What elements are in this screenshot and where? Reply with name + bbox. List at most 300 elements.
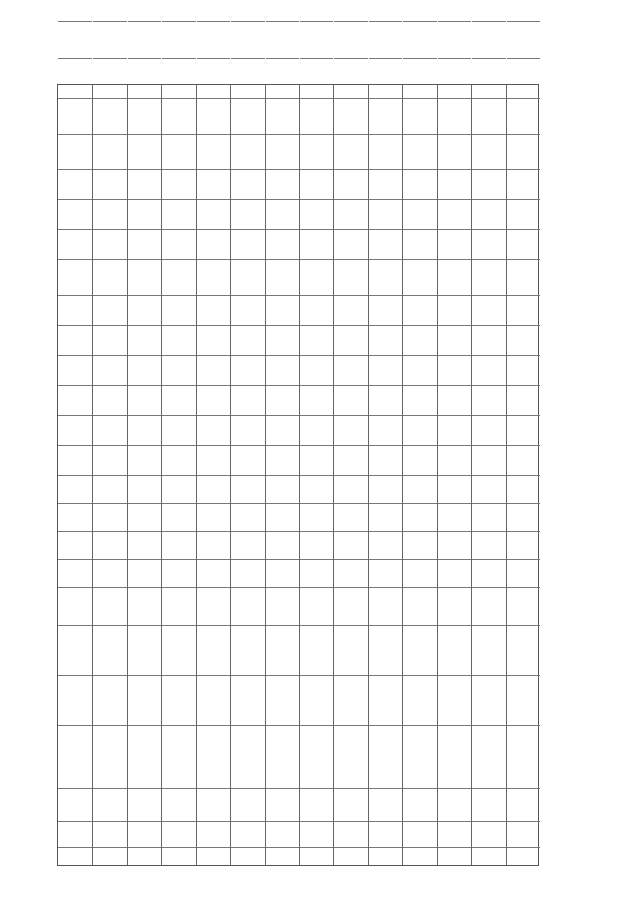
table-cell <box>162 325 195 355</box>
table-cell <box>472 675 505 725</box>
table-cell <box>334 847 367 867</box>
table-cell <box>58 169 92 199</box>
table-cell <box>438 355 471 385</box>
table-cell <box>300 531 333 559</box>
table-cell <box>472 355 505 385</box>
table-cell <box>197 788 230 821</box>
table-cell <box>58 134 92 169</box>
table-row <box>437 85 471 865</box>
table-cell <box>369 531 402 559</box>
table-cell <box>266 295 299 325</box>
table-cell <box>403 229 436 259</box>
table-cell <box>162 169 195 199</box>
table-cell <box>162 587 195 625</box>
table-cell <box>403 675 436 725</box>
table-cell <box>231 229 264 259</box>
table-cell <box>93 58 126 98</box>
table-cell <box>93 475 126 503</box>
table-cell <box>438 531 471 559</box>
table-cell <box>507 295 540 325</box>
table-cell <box>507 199 540 229</box>
table-cell <box>128 445 161 475</box>
table-cell <box>93 531 126 559</box>
table-cell <box>334 229 367 259</box>
table-cell <box>162 295 195 325</box>
table-cell <box>300 587 333 625</box>
table-cell <box>507 259 540 295</box>
table-row <box>506 85 540 865</box>
table-cell <box>369 295 402 325</box>
table-cell <box>231 21 264 58</box>
table-cell <box>472 559 505 587</box>
table-cell <box>300 415 333 445</box>
table-cell <box>403 625 436 675</box>
table-cell <box>93 169 126 199</box>
table-cell <box>438 503 471 531</box>
table-cell <box>128 229 161 259</box>
table-cell <box>403 503 436 531</box>
table-cell <box>231 445 264 475</box>
table-cell <box>266 675 299 725</box>
table-cell <box>334 21 367 58</box>
table-cell <box>334 355 367 385</box>
table-cell <box>507 503 540 531</box>
table-cell <box>162 355 195 385</box>
table-row <box>333 85 367 865</box>
table-cell <box>507 0 540 21</box>
table-cell <box>162 134 195 169</box>
table-cell <box>58 58 92 98</box>
table-cell <box>266 98 299 134</box>
table-cell <box>162 531 195 559</box>
table-cell <box>58 21 92 58</box>
table-row <box>92 85 126 865</box>
table-cell <box>128 21 161 58</box>
table-row <box>299 85 333 865</box>
table-cell <box>128 675 161 725</box>
table-cell <box>334 295 367 325</box>
table-cell <box>93 847 126 867</box>
table-cell <box>369 847 402 867</box>
table-cell <box>128 199 161 229</box>
table-cell <box>162 725 195 788</box>
table-cell <box>197 559 230 587</box>
table-cell <box>334 325 367 355</box>
table-cell <box>93 325 126 355</box>
table-cell <box>334 503 367 531</box>
table-cell <box>197 675 230 725</box>
table-cell <box>93 559 126 587</box>
table-cell <box>162 503 195 531</box>
table-cell <box>197 445 230 475</box>
table-cell <box>93 21 126 58</box>
table-cell <box>369 0 402 21</box>
table-cell <box>128 58 161 98</box>
table-cell <box>507 21 540 58</box>
table-cell <box>197 134 230 169</box>
table-cell <box>58 821 92 847</box>
table-cell <box>300 169 333 199</box>
table-cell <box>369 134 402 169</box>
table-cell <box>128 415 161 445</box>
table-cell <box>300 229 333 259</box>
table-cell <box>266 58 299 98</box>
table-cell <box>128 625 161 675</box>
table-cell <box>300 625 333 675</box>
table-cell <box>403 385 436 415</box>
table-cell <box>162 788 195 821</box>
table-cell <box>162 199 195 229</box>
table-cell <box>231 325 264 355</box>
table-cell <box>266 445 299 475</box>
table-cell <box>334 259 367 295</box>
table-cell <box>58 445 92 475</box>
table-cell <box>472 21 505 58</box>
table-cell <box>438 21 471 58</box>
table-cell <box>438 587 471 625</box>
table-cell <box>266 788 299 821</box>
table-cell <box>300 134 333 169</box>
table-cell <box>300 445 333 475</box>
table-cell <box>128 385 161 415</box>
table-cell <box>197 847 230 867</box>
table-cell <box>93 0 126 21</box>
table-cell <box>266 725 299 788</box>
table-cell <box>266 503 299 531</box>
table-cell <box>93 229 126 259</box>
table-cell <box>334 0 367 21</box>
table-cell <box>58 625 92 675</box>
table-cell <box>369 559 402 587</box>
table-cell <box>472 587 505 625</box>
table-cell <box>128 169 161 199</box>
table-cell <box>58 385 92 415</box>
table-cell <box>334 385 367 415</box>
table-cell <box>403 531 436 559</box>
table-cell <box>472 847 505 867</box>
table-cell <box>162 259 195 295</box>
table-cell <box>93 134 126 169</box>
table-cell <box>472 788 505 821</box>
table-cell <box>472 821 505 847</box>
table-cell <box>197 259 230 295</box>
table-cell <box>369 169 402 199</box>
table-cell <box>334 134 367 169</box>
table-cell <box>128 847 161 867</box>
table-cell <box>369 821 402 847</box>
table-cell <box>403 821 436 847</box>
table-cell <box>266 259 299 295</box>
table-cell <box>438 847 471 867</box>
table-row <box>230 85 264 865</box>
table-cell <box>507 625 540 675</box>
table-cell <box>403 445 436 475</box>
table-cell <box>197 0 230 21</box>
table-cell <box>507 475 540 503</box>
table-cell <box>231 587 264 625</box>
table-cell <box>231 385 264 415</box>
table-cell <box>403 475 436 503</box>
table-cell <box>403 98 436 134</box>
table-cell <box>128 559 161 587</box>
table-cell <box>93 788 126 821</box>
table-cell <box>162 625 195 675</box>
table-cell <box>93 725 126 788</box>
table-cell <box>403 58 436 98</box>
table-cell <box>369 98 402 134</box>
table-cell <box>438 259 471 295</box>
table-cell <box>507 58 540 98</box>
table-cell <box>58 199 92 229</box>
table-cell <box>334 531 367 559</box>
table-cell <box>128 821 161 847</box>
table-cell <box>472 229 505 259</box>
table-cell <box>334 58 367 98</box>
table-cell <box>403 259 436 295</box>
table-cell <box>403 134 436 169</box>
table-cell <box>438 725 471 788</box>
table-cell <box>162 58 195 98</box>
table-cell <box>403 415 436 445</box>
table-cell <box>438 559 471 587</box>
table-row <box>161 85 195 865</box>
table-cell <box>403 788 436 821</box>
table-cell <box>162 821 195 847</box>
table-cell <box>197 58 230 98</box>
table-cell <box>93 503 126 531</box>
table-cell <box>266 415 299 445</box>
table-cell <box>231 98 264 134</box>
table-cell <box>507 821 540 847</box>
table-cell <box>266 587 299 625</box>
table-cell <box>369 587 402 625</box>
table-cell <box>231 0 264 21</box>
table-cell <box>472 295 505 325</box>
table-cell <box>93 415 126 445</box>
table-cell <box>58 98 92 134</box>
table-cell <box>438 788 471 821</box>
table-cell <box>472 445 505 475</box>
table-cell <box>300 847 333 867</box>
table-cell <box>58 259 92 295</box>
table-cell <box>197 169 230 199</box>
table-cell <box>403 587 436 625</box>
table-cell <box>231 559 264 587</box>
table-cell <box>403 295 436 325</box>
table-cell <box>507 98 540 134</box>
table-cell <box>128 503 161 531</box>
table-cell <box>369 625 402 675</box>
table-cell <box>403 21 436 58</box>
table-cell <box>197 587 230 625</box>
table-cell <box>334 415 367 445</box>
table-cell <box>438 625 471 675</box>
table-cell <box>369 21 402 58</box>
table-cell <box>472 625 505 675</box>
table-cell <box>197 199 230 229</box>
table-cell <box>93 98 126 134</box>
table-cell <box>93 445 126 475</box>
table-cell <box>266 169 299 199</box>
table-cell <box>369 475 402 503</box>
table-cell <box>197 475 230 503</box>
table-cell <box>231 134 264 169</box>
table-cell <box>334 587 367 625</box>
table-cell <box>300 325 333 355</box>
table-cell <box>472 0 505 21</box>
table-cell <box>128 355 161 385</box>
table-cell <box>507 847 540 867</box>
table-cell <box>231 199 264 229</box>
table-cell <box>438 821 471 847</box>
table-cell <box>128 259 161 295</box>
table-cell <box>231 355 264 385</box>
table-cell <box>162 21 195 58</box>
table-cell <box>472 531 505 559</box>
table-cell <box>197 625 230 675</box>
table-row <box>368 85 402 865</box>
table-row <box>58 85 92 865</box>
table-cell <box>128 788 161 821</box>
table-cell <box>438 199 471 229</box>
table-cell <box>300 259 333 295</box>
table-cell <box>403 0 436 21</box>
table-cell <box>438 475 471 503</box>
table-cell <box>162 847 195 867</box>
table-cell <box>438 134 471 169</box>
table-cell <box>300 788 333 821</box>
table-cell <box>93 385 126 415</box>
table-cell <box>438 169 471 199</box>
table-cell <box>403 325 436 355</box>
table-cell <box>93 259 126 295</box>
table-cell <box>58 587 92 625</box>
table-cell <box>162 385 195 415</box>
table-cell <box>334 675 367 725</box>
table-cell <box>438 295 471 325</box>
table-cell <box>162 415 195 445</box>
table-cell <box>58 325 92 355</box>
table-cell <box>369 788 402 821</box>
table-cell <box>507 725 540 788</box>
table-cell <box>334 445 367 475</box>
table-cell <box>507 355 540 385</box>
table-cell <box>128 325 161 355</box>
table-cell <box>231 788 264 821</box>
table-cell <box>93 295 126 325</box>
table-cell <box>334 98 367 134</box>
table-cell <box>197 821 230 847</box>
table-cell <box>58 675 92 725</box>
table-cell <box>58 415 92 445</box>
table-cell <box>231 58 264 98</box>
table-cell <box>507 445 540 475</box>
table-cell <box>93 199 126 229</box>
table-cell <box>197 531 230 559</box>
table-cell <box>507 134 540 169</box>
table-cell <box>300 355 333 385</box>
table-cell <box>472 169 505 199</box>
table-cell <box>162 98 195 134</box>
table-cell <box>197 21 230 58</box>
table-cell <box>162 675 195 725</box>
table-cell <box>128 725 161 788</box>
table-cell <box>58 847 92 867</box>
table-cell <box>472 134 505 169</box>
table-cell <box>507 788 540 821</box>
table-cell <box>472 415 505 445</box>
table-cell <box>231 475 264 503</box>
table-cell <box>507 229 540 259</box>
table-cell <box>438 58 471 98</box>
table-cell <box>369 259 402 295</box>
table-cell <box>300 675 333 725</box>
table-cell <box>231 531 264 559</box>
table-cell <box>507 325 540 355</box>
table-cell <box>507 559 540 587</box>
table-cell <box>369 355 402 385</box>
table-cell <box>472 259 505 295</box>
table-cell <box>58 229 92 259</box>
table-cell <box>334 788 367 821</box>
table-cell <box>231 415 264 445</box>
table-cell <box>231 295 264 325</box>
table-cell <box>58 355 92 385</box>
table-cell <box>231 675 264 725</box>
table-cell <box>300 199 333 229</box>
table-cell <box>369 725 402 788</box>
table-cell <box>128 295 161 325</box>
table-row <box>196 85 230 865</box>
table-cell <box>403 559 436 587</box>
table-cell <box>300 98 333 134</box>
table-cell <box>507 169 540 199</box>
table-cell <box>197 229 230 259</box>
table-cell <box>334 625 367 675</box>
table-cell <box>403 199 436 229</box>
table-cell <box>300 21 333 58</box>
table-cell <box>197 725 230 788</box>
table-cell <box>93 355 126 385</box>
table-cell <box>369 445 402 475</box>
table-cell <box>438 415 471 445</box>
table-cell <box>231 847 264 867</box>
table-cell <box>300 295 333 325</box>
table-cell <box>93 625 126 675</box>
table-cell <box>507 675 540 725</box>
table-cell <box>266 531 299 559</box>
table-cell <box>231 725 264 788</box>
table-cell <box>438 445 471 475</box>
table-cell <box>231 259 264 295</box>
table-cell <box>58 788 92 821</box>
table-cell <box>197 325 230 355</box>
table-cell <box>266 625 299 675</box>
table-cell <box>438 0 471 21</box>
table-cell <box>369 325 402 355</box>
table-cell <box>58 725 92 788</box>
table-cell <box>369 229 402 259</box>
table-cell <box>369 503 402 531</box>
table-cell <box>128 134 161 169</box>
table-cell <box>300 725 333 788</box>
table-cell <box>231 169 264 199</box>
table-cell <box>197 415 230 445</box>
table-cell <box>300 385 333 415</box>
table-cell <box>266 325 299 355</box>
table-cell <box>58 531 92 559</box>
table-cell <box>266 355 299 385</box>
